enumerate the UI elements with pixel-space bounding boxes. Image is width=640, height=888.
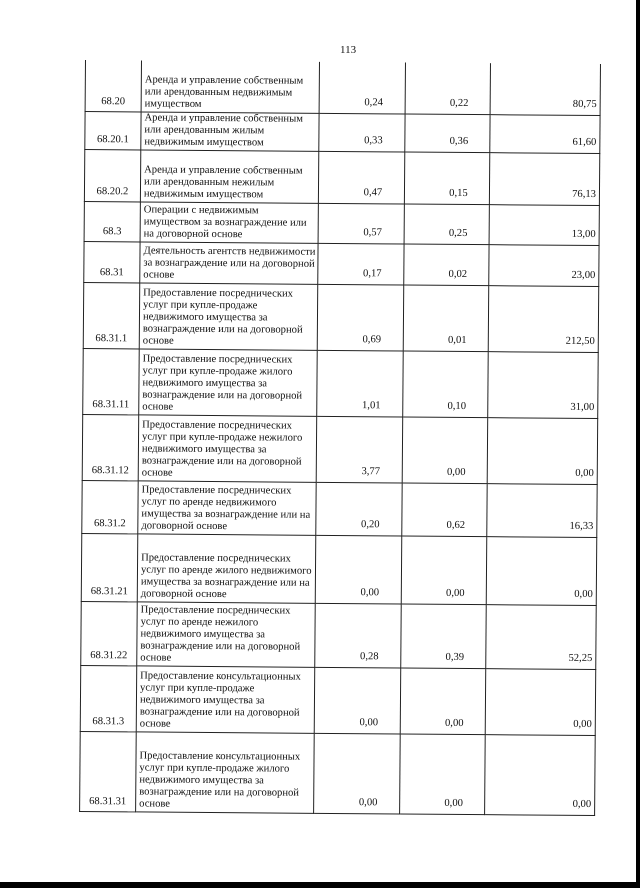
table-row [82,480,597,537]
row-name: Предоставление консультационных услуг при купле-продаже жилого недвижимого имущества за вознаграждение или на договорной основе [136,731,315,812]
row-value-3: 0,00 [485,668,596,735]
row-code: 68.31.1 [83,282,140,348]
table-row [85,60,600,115]
row-value-3: 80,75 [490,63,600,115]
row-value-1: 0,20 [316,482,402,536]
row-value-1: 0,57 [318,203,404,244]
row-value-3: 52,25 [486,604,596,669]
row-value-3: 31,00 [488,351,599,418]
row-name: Предоставление консультационных услуг при купле-продаже недвижимого имущества за вознаграждение или на договорной основе [136,665,315,732]
page-number: 113 [340,44,357,56]
row-value-1: 0,28 [315,603,402,668]
row-value-1: 0,47 [318,151,404,204]
row-value-1: 0,33 [319,113,405,152]
table-row [85,111,600,153]
table-row [84,201,599,245]
row-value-2: 0,00 [400,733,486,814]
row-name: Операции с недвижимым имуществом за вознаграждение или на договорной основе [140,201,318,242]
row-value-1: 0,69 [317,284,404,351]
row-value-1: 0,17 [318,243,404,285]
row-value-1: 1,01 [317,350,404,417]
table-row [84,241,599,286]
row-value-2: 0,02 [404,244,489,286]
row-name: Предоставление посреднических услуг по аренде нежилого недвижимого имущества за вознаграждение или на договорной основе [137,601,315,666]
table-row [83,282,599,352]
row-value-2: 0,39 [401,604,487,669]
row-value-3: 61,60 [490,114,600,153]
row-name: Деятельность агентств недвижимости за вознаграждение или на договорной основе [140,241,318,283]
row-value-3: 13,00 [489,204,599,245]
row-value-1: 3,77 [316,416,403,483]
table-body [80,60,601,815]
row-code: 68.20.2 [84,149,140,201]
row-name: Аренда и управление собственным или арендованным жилым недвижимым имуществом [141,111,319,150]
row-name: Аренда и управление собственным или арендованным нежилым недвижимым имуществом [140,149,318,202]
row-code: 68.31.2 [82,480,138,533]
row-value-2: 0,25 [404,204,489,245]
row-value-1: 0,00 [314,667,401,734]
row-value-3: 0,00 [487,417,598,484]
row-value-2: 0,62 [402,483,487,537]
row-value-3: 0,00 [485,734,596,815]
row-value-2: 0,10 [403,351,489,418]
row-code: 68.20.1 [85,111,141,149]
row-code: 68.20 [85,60,141,111]
table-row [80,731,596,815]
statistics-table [79,60,600,828]
row-value-3: 76,13 [489,152,599,205]
row-name: Предоставление посреднических услуг по аренде жилого недвижимого имущества за вознаграждение или на договорной основе [137,533,316,602]
table-row [82,414,598,484]
row-code: 68.31.3 [80,665,137,731]
row-value-2: 0,22 [405,63,490,115]
row-value-2: 0,15 [404,152,489,205]
row-code: 68.31 [84,241,140,282]
row-name: Предоставление посреднических услуг при купле-продаже жилого недвижимого имущества за вознаграждение или на договорной основе [139,348,318,415]
row-value-1: 0,24 [319,62,405,114]
row-value-2: 0,00 [402,417,488,484]
table-row [84,149,599,205]
table-row [81,533,597,605]
table-row [83,348,599,418]
row-code: 68.31.31 [80,731,137,811]
table-row [81,601,596,669]
row-name: Предоставление посреднических услуг при купле-продаже нежилого недвижимого имущества за вознаграждение или на договорной основе [138,414,317,481]
row-code: 68.31.12 [82,414,139,480]
row-code: 68.3 [84,201,140,241]
row-value-3: 0,00 [486,536,597,605]
row-value-1: 0,00 [315,535,402,604]
row-name: Аренда и управление собственным или арендованным недвижимым имуществом [141,60,319,112]
row-value-2: 0,36 [405,114,490,153]
row-value-2: 0,00 [401,536,487,605]
row-code: 68.31.22 [81,601,138,665]
row-value-2: 0,00 [400,667,486,734]
row-code: 68.31.11 [83,348,140,414]
row-value-3: 16,33 [487,483,597,537]
table-row [80,665,596,735]
row-value-1: 0,00 [314,733,401,814]
row-value-2: 0,01 [403,285,489,352]
row-name: Предоставление посреднических услуг при купле-продаже недвижимого имущества за вознаграждение или на договорной основе [139,282,318,349]
row-code: 68.31.21 [81,533,138,601]
row-value-3: 23,00 [489,244,599,286]
row-value-3: 212,50 [488,285,599,352]
row-name: Предоставление посреднических услуг по аренде недвижимого имущества за вознаграждение или на договорной основе [138,480,316,534]
